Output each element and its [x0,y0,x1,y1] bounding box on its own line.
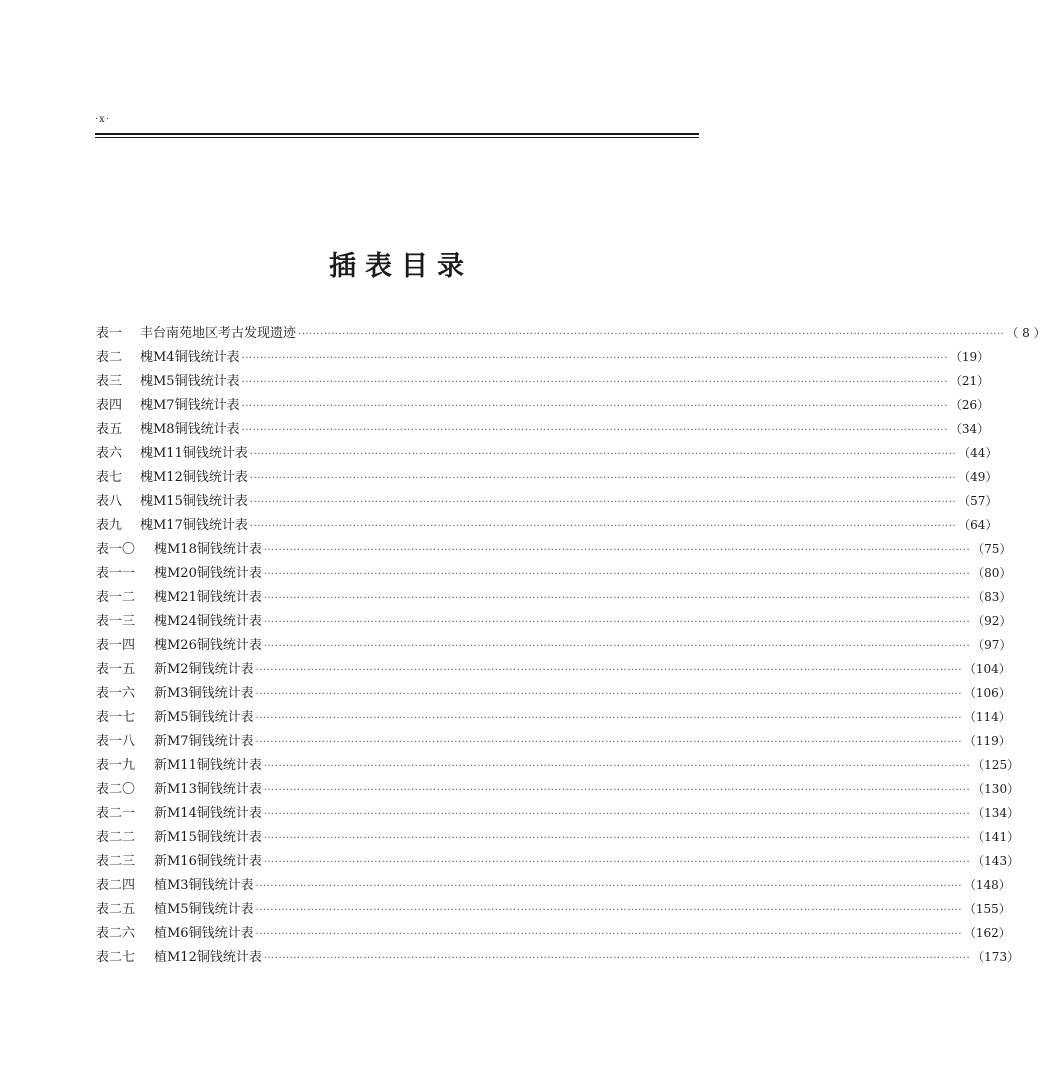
toc-entry-leader: ································································································································································································ [241,425,948,436]
toc-entry-title: 新M16铜钱统计表 [154,854,262,869]
toc-entry-number: 表一二 [96,590,136,605]
toc-entry-title: 槐M4铜钱统计表 [140,350,240,365]
toc-entry-leader: ································································································································································································ [263,761,971,772]
toc-entry-leader: ································································································································································································ [249,449,957,460]
toc-entry-leader: ································································································································································································ [263,785,971,796]
toc-entry-title: 槐M18铜钱统计表 [154,542,262,557]
toc-entry-number: 表四 [96,398,123,413]
toc-entry-number: 表一 [96,326,123,341]
toc-entry-page: （75） [972,542,1012,556]
toc-entry [96,538,1012,562]
toc-entry-number: 表二五 [96,902,136,917]
toc-entry-leader: ································································································································································································ [263,953,971,964]
toc-entry-number: 表二 [96,350,123,365]
toc-entry [96,346,990,370]
toc-entry-leader: ································································································································································································ [263,545,971,556]
toc-entry-number: 表二〇 [96,782,136,797]
toc-entry-title: 槐M20铜钱统计表 [154,566,262,581]
toc-entry-title: 新M15铜钱统计表 [154,830,262,845]
toc-entry [96,682,1011,706]
toc-entry [96,922,1011,946]
toc-entry-title: 植M12铜钱统计表 [154,950,262,965]
toc-entry-page: （143） [972,854,1020,868]
toc-entry-number: 表二四 [96,878,136,893]
toc-entry-title: 槐M17铜钱统计表 [140,518,248,533]
toc-entry-number: 表一四 [96,638,136,653]
toc-entry-number: 表一七 [96,710,136,725]
toc-entry-number: 表九 [96,518,123,533]
toc-entry-page: （97） [972,638,1012,652]
toc-entry-page: （92） [972,614,1012,628]
toc-entry-title: 槐M11铜钱统计表 [140,446,248,461]
toc-entry-title: 槐M12铜钱统计表 [140,470,248,485]
toc-entry-page: （141） [972,830,1020,844]
toc-entry [96,898,1011,922]
toc-entry-number: 表一五 [96,662,136,677]
toc-entry [96,514,998,538]
toc-entry [96,754,1020,778]
toc-entry-leader: ································································································································································································ [263,617,971,628]
toc-entry-leader: ································································································································································································ [263,809,971,820]
toc-entry-title: 槐M24铜钱统计表 [154,614,262,629]
toc-entry [96,802,1020,826]
toc-entry-number: 表一六 [96,686,136,701]
toc-entry-title: 丰台南苑地区考古发现遗迹 [140,326,297,341]
toc-entry-page: （162） [963,926,1011,940]
toc-entry-leader: ································································································································································································ [241,401,948,412]
toc-entry-page: （19） [949,350,990,364]
toc-entry-leader: ································································································································································································ [255,881,962,892]
toc-entry [96,634,1012,658]
toc-entry-page: （26） [949,398,990,412]
toc-entry-leader: ································································································································································································ [263,569,971,580]
toc-entry [96,730,1011,754]
toc-entry-leader: ································································································································································································ [241,377,948,388]
toc-entry [96,418,990,442]
toc-entry-leader: ································································································································································································ [263,641,971,652]
toc-entry-number: 表一八 [96,734,136,749]
toc-entry-title: 新M5铜钱统计表 [154,710,254,725]
toc-entry [96,394,990,418]
toc-entry-leader: ································································································································································································ [249,497,957,508]
toc-entry [96,322,1046,346]
toc-entry-number: 表八 [96,494,123,509]
header-rule-thin [95,137,699,138]
toc-entry-title: 槐M8铜钱统计表 [140,422,240,437]
toc-entry-leader: ································································································································································································ [263,833,971,844]
toc-entry-number: 表六 [96,446,123,461]
toc-entry-number: 表二三 [96,854,136,869]
toc-entry [96,874,1011,898]
toc-entry [96,466,998,490]
toc-entry-title: 新M14铜钱统计表 [154,806,262,821]
toc-entry-leader: ································································································································································································ [241,353,948,364]
toc-entry-page: （148） [963,878,1011,892]
toc-entry [96,826,1020,850]
toc-entry-title: 槐M21铜钱统计表 [154,590,262,605]
toc-entry-number: 表二二 [96,830,136,845]
toc-entry-leader: ································································································································································································ [255,713,962,724]
toc-entry-leader: ································································································································································································ [255,905,962,916]
toc-entry-title: 植M5铜钱统计表 [154,902,254,917]
toc-entry-leader: ································································································································································································ [255,689,962,700]
toc-entry [96,778,1020,802]
toc-entry [96,706,1011,730]
toc-entry-title: 槐M15铜钱统计表 [140,494,248,509]
toc-entry [96,850,1020,874]
toc-entry-number: 表五 [96,422,123,437]
toc-entry [96,562,1012,586]
toc-entry-page: （130） [972,782,1020,796]
toc-entry-leader: ································································································································································································ [249,521,957,532]
toc-entry-title: 槐M7铜钱统计表 [140,398,240,413]
toc-entry [96,610,1012,634]
toc-entry-page: （125） [972,758,1020,772]
toc-entry-leader: ································································································································································································ [255,737,962,748]
toc-entry-number: 表一九 [96,758,136,773]
toc-entry-leader: ································································································································································································ [255,665,962,676]
toc-entry-number: 表二六 [96,926,136,941]
toc-entry [96,946,1020,970]
toc-entry-page: （57） [958,494,998,508]
toc-entry-page: （83） [972,590,1012,604]
page-folio: ·x· [95,114,110,125]
toc-entry-page: （64） [958,518,998,532]
toc-entry-number: 表三 [96,374,123,389]
toc-entry-page: （80） [972,566,1012,580]
toc-entry-title: 植M3铜钱统计表 [154,878,254,893]
toc-entry-title: 槐M5铜钱统计表 [140,374,240,389]
toc-entry-page: （44） [958,446,998,460]
toc-entry-title: 新M2铜钱统计表 [154,662,254,677]
toc-entry-page: （49） [958,470,998,484]
toc-entry-page: （173） [972,950,1020,964]
toc-entry-page: （ 8 ） [1006,326,1046,340]
toc-entry-page: （21） [949,374,990,388]
table-list [96,322,1046,970]
toc-entry-title: 新M13铜钱统计表 [154,782,262,797]
toc-entry-title: 新M11铜钱统计表 [154,758,262,773]
toc-entry-title: 新M3铜钱统计表 [154,686,254,701]
toc-entry-number: 表七 [96,470,123,485]
toc-entry-page: （106） [963,686,1011,700]
toc-entry-page: （134） [972,806,1020,820]
toc-entry-number: 表一〇 [96,542,136,557]
toc-entry-title: 新M7铜钱统计表 [154,734,254,749]
toc-entry-title: 植M6铜钱统计表 [154,926,254,941]
toc-entry-leader: ································································································································································································ [263,857,971,868]
toc-entry-leader: ································································································································································································ [249,473,957,484]
toc-entry-number: 表一一 [96,566,136,581]
toc-entry [96,442,998,466]
toc-entry-page: （34） [949,422,990,436]
toc-entry-page: （155） [963,902,1011,916]
toc-entry-title: 槐M26铜钱统计表 [154,638,262,653]
toc-entry-page: （119） [963,734,1011,748]
toc-entry-number: 表一三 [96,614,136,629]
toc-entry-page: （104） [963,662,1011,676]
toc-entry [96,490,998,514]
toc-entry [96,370,990,394]
toc-entry-number: 表二七 [96,950,136,965]
toc-entry [96,658,1011,682]
toc-entry-leader: ································································································································································································ [263,593,971,604]
header-rule-thick [95,133,699,135]
toc-entry [96,586,1012,610]
toc-entry-leader: ································································································································································································ [298,329,1005,340]
toc-entry-page: （114） [963,710,1011,724]
page-title: 插表目录 [329,251,473,282]
toc-entry-number: 表二一 [96,806,136,821]
toc-entry-leader: ································································································································································································ [255,929,962,940]
